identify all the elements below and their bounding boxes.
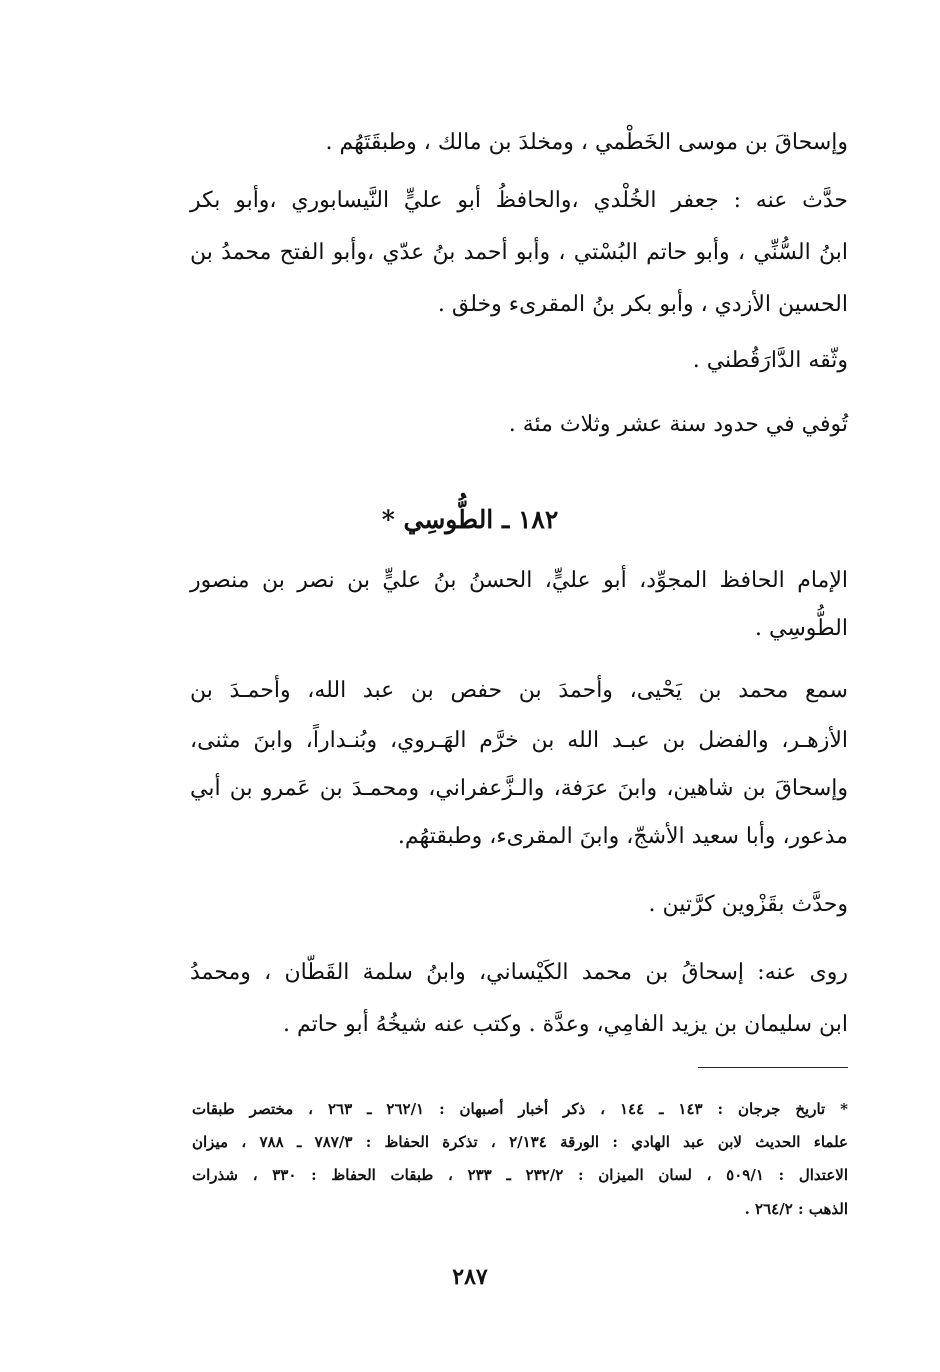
text-line: وإسحاقَ بن شاهين، وابنَ عرَفة، والـزَّعفراني، ومحمـدَ بن عَمرو بن أبي	[190, 776, 848, 801]
text-line: الطُّوسِي .	[755, 616, 848, 641]
footnote-line: الاعتدال : ٥٠٩/١ ، لسان الميزان : ٢٣٢/٢ ـ ٢٣٣ ، طبقات الحفاظ : ٣٣٠ ، شذرات	[192, 1166, 848, 1184]
text-line: روى عنه: إسحاقُ بن محمد الكَيْساني، وابنُ سلمة القَطّان ، ومحمدُ	[190, 960, 848, 985]
text-line: الأزهـر، والفضل بن عبـد الله بن خرَّم الهَـروي، وبُنـداراً، وابنَ مثنى،	[190, 728, 848, 753]
text-line: وحدَّث بقَزْوين كرَّتين .	[648, 892, 848, 917]
page-number: ٢٨٧	[452, 1264, 488, 1290]
footnote-line: * تاريخ جرجان : ١٤٣ ـ ١٤٤ ، ذكر أخبار أصبهان : ٢٦٢/١ ـ ٢٦٣ ، مختصر طبقات	[192, 1100, 848, 1118]
text-line: تُوفي في حدود سنة عشر وثلاث مئة .	[508, 412, 848, 437]
footnote-line: الذهب : ٢٦٤/٢ .	[744, 1200, 848, 1218]
text-line: وإسحاقَ بن موسى الخَطْمي ، ومخلدَ بن مالك ، وطبقَتَهُم .	[325, 130, 848, 155]
text-line: حدَّث عنه : جعفر الخُلْدي ،والحافظُ أبو عليٍّ النَّيسابوري ،وأبو بكر	[190, 188, 848, 213]
entry-heading: ١٨٢ ـ الطُّوسِي *	[381, 505, 559, 534]
text-line: ابن سليمان بن يزيد الفامِي، وعدَّة . وكتب عنه شيخُهُ أبو حاتم .	[283, 1012, 848, 1037]
text-line: وثّقه الدَّارَقُطني .	[692, 348, 848, 373]
text-line: مذعور، وأبا سعيد الأشجّ، وابنَ المقرىء، وطبقتهُم.	[397, 824, 848, 849]
text-line: الإمام الحافظ المجوِّد، أبو عليٍّ، الحسنُ بنُ عليٍّ بن نصر بن منصور	[190, 568, 848, 593]
text-line: الحسين الأزدي ، وأبو بكر بنُ المقرىء وخلق .	[437, 292, 848, 317]
text-line: سمع محمد بن يَحْيى، وأحمدَ بن حفص بن عبد الله، وأحمـدَ بن	[190, 678, 848, 703]
footnote-line: علماء الحديث لابن عبد الهادي : الورقة ٢/١٣٤ ، تذكرة الحفاظ : ٧٨٧/٣ ـ ٧٨٨ ، ميزان	[192, 1133, 848, 1151]
text-line: ابنُ السُّنِّي ، وأبو حاتم البُسْتي ، وأبو أحمد بنُ عدّي ،وأبو الفتح محمدُ بن	[190, 240, 848, 265]
footnote-divider	[698, 1067, 848, 1068]
